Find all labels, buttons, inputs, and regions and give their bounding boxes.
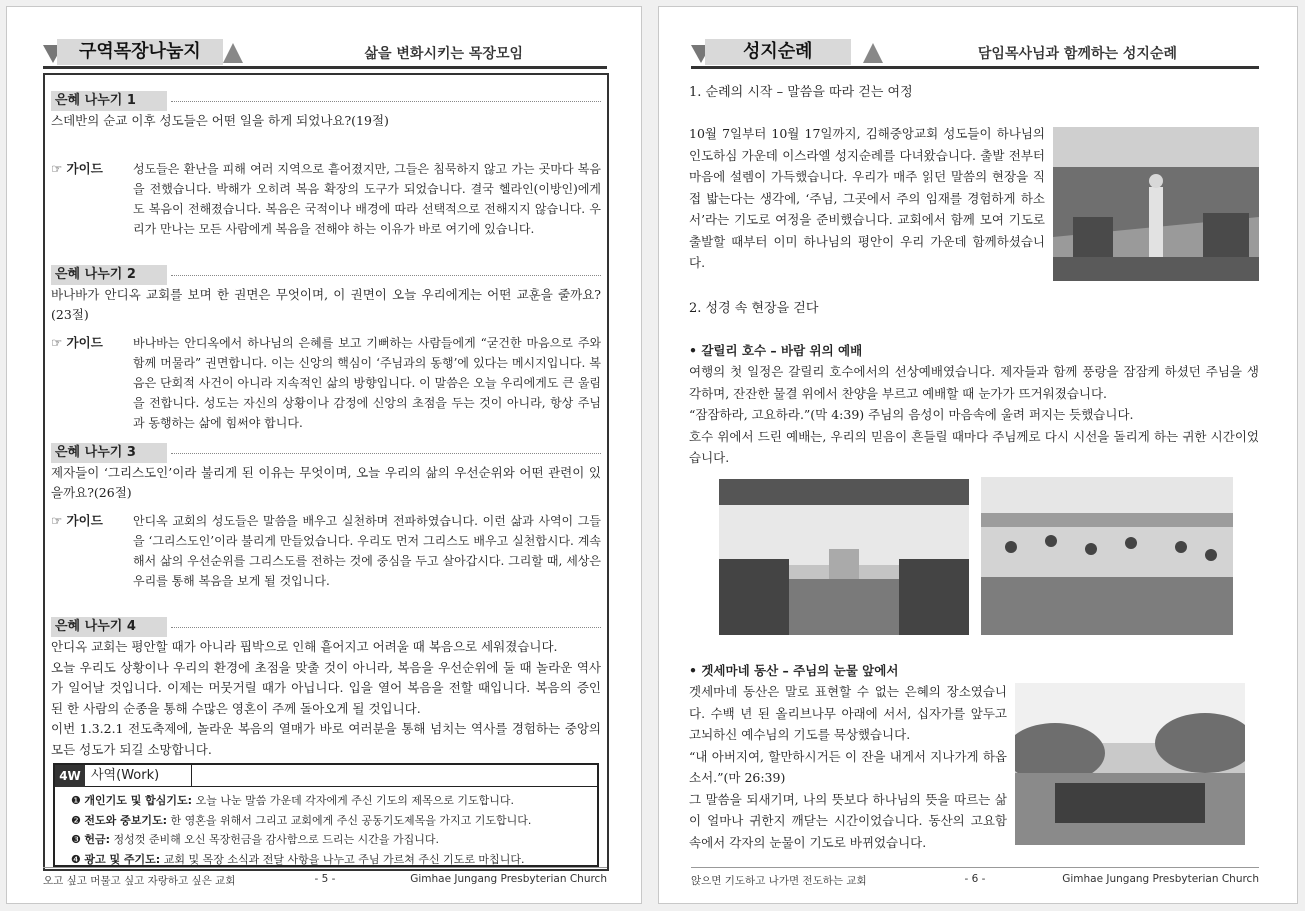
section-1 xyxy=(51,91,601,239)
bus-interior-image xyxy=(1053,127,1259,281)
work-divider xyxy=(191,765,192,786)
guide-label: ☞ 가이드 xyxy=(51,335,103,350)
galilee-text xyxy=(689,361,1259,469)
section-heading: 1. 순례의 시작 – 말씀을 따라 걷는 여정 xyxy=(689,85,913,100)
footer-motto: 앉으면 기도하고 나가면 전도하는 교회 xyxy=(691,875,867,887)
guide-block xyxy=(51,159,601,239)
footer-rule xyxy=(691,867,1259,868)
section-tag: 은혜 나누기 3 xyxy=(51,443,167,463)
header-subtitle: 담임목사님과 함께하는 성지순례 xyxy=(977,46,1177,62)
page-header xyxy=(691,37,1259,71)
page-right xyxy=(658,6,1298,904)
body-paragraph: 이번 1.3.2.1 전도축제에, 놀라운 복음의 열매가 바로 여러분을 통해 넘치는 역사를 경험하는 중앙의 모든 성도가 되길 소망합니다. xyxy=(51,721,601,757)
triangle-up-icon xyxy=(863,43,883,63)
body-paragraph: 오늘 우리도 상황이나 우리의 환경에 초점을 맞출 것이 아니라, 복음을 우선순위에 둘 때 놀라운 역사가 일어날 것입니다. 이제는 머뭇거릴 때가 아닙니다. 입을 열어 복음을 전할 때입니다. 복음의 증인 된 한 사람의 순종을 통해 수많은 영혼이 주께 돌아오게 될 것입니다. xyxy=(51,659,601,716)
bullet-number: ❶ xyxy=(71,794,81,807)
content-frame xyxy=(43,73,609,871)
dotted-divider xyxy=(171,275,601,276)
header-rule xyxy=(691,66,1259,69)
page-number: - 6 - xyxy=(964,873,986,885)
work-item xyxy=(71,791,597,811)
gethsemane-photo xyxy=(1015,683,1245,845)
bus-photo xyxy=(1053,127,1259,281)
footer-rule xyxy=(43,867,607,868)
section-2 xyxy=(51,265,601,433)
body-paragraph: 10월 7일부터 10월 17일까지, 김해중앙교회 성도들이 하나님의 인도하심 가운데 이스라엘 성지순례를 다녀왔습니다. 출발 전부터 마음에 설렘이 가득했습니다. 우리가 매주 읽던 말씀의 현장을 직접 밟는다는 생각에, ‘주님, 그곳에서 주의 임재를 경험하게 하소서’라는 기도로 여정을 준비했습니다. 교회에서 함께 모여 기도로 출발할 때부터 이미 하나님의 평안이 우리 가운데 함께하셨습니다. xyxy=(689,126,1045,270)
bullet-number: ❷ xyxy=(71,813,81,827)
bullet-number: ❹ xyxy=(71,852,81,866)
guide-text: 성도들은 환난을 피해 여러 지역으로 흩어졌지만, 그들은 침묵하지 않고 가는 곳마다 복음을 전했습니다. 박해가 오히려 복음 확장의 도구가 되었습니다. 결국 헬라인(이방인)에게도 복음이 전해졌습니다. 복음은 국적이나 배경에 따라 선택적으로 전해지지 않습니다. 우리가 만나는 모든 사람에게 복음을 전해야 하는 이유가 바로 여기에 있습니다. xyxy=(133,162,601,236)
work-item-text: 오늘 나눈 말씀 가운데 각자에게 주신 기도의 제목으로 기도합니다. xyxy=(192,794,514,807)
section-header xyxy=(51,617,601,637)
work-item xyxy=(71,811,597,831)
body-paragraph: 그 말씀을 되새기며, 나의 뜻보다 하나님의 뜻을 따르는 삶이 얼마나 귀한지 깨닫는 시간이었습니다. 동산의 고요함 속에서 각자의 눈물이 기도로 바뀌었습니다. xyxy=(689,791,1007,850)
section-tag: 은혜 나누기 2 xyxy=(51,265,167,285)
body-paragraph: “내 아버지여, 할만하시거든 이 잔을 내게서 지나가게 하옵소서.”(마 26:39) xyxy=(689,748,1007,785)
boat-photo xyxy=(719,479,969,635)
page-left xyxy=(6,6,642,904)
guide-label: ☞ 가이드 xyxy=(51,513,103,528)
header-rule xyxy=(43,66,607,69)
question-text: 제자들이 ‘그리스도인’이라 불리게 된 이유는 무엇이며, 오늘 우리의 삶의 우선순위와 어떤 관련이 있을까요?(26절) xyxy=(51,465,601,500)
dead-sea-photo xyxy=(981,477,1233,635)
body-paragraph: 여행의 첫 일정은 갈릴리 호수에서의 선상예배였습니다. 제자들과 함께 풍랑을 잠잠케 하셨던 주님을 생각하며, 잔잔한 물결 위에서 찬양을 부르고 예배할 때 눈가가 뜨거워졌습니다. xyxy=(689,364,1259,401)
subsection-title: • 갈릴리 호수 – 바람 위의 예배 xyxy=(689,343,863,358)
work-items xyxy=(55,787,597,869)
header-subtitle: 삶을 변화시키는 목장모임 xyxy=(364,46,523,62)
question-text: 바나바가 안디옥 교회를 보며 한 권면은 무엇이며, 이 권면이 오늘 우리에게는 어떤 교훈을 줄까요?(23절) xyxy=(51,287,601,322)
section-4 xyxy=(51,617,601,760)
header-title: 구역목장나눔지 xyxy=(57,39,223,65)
triangle-up-icon xyxy=(223,43,243,63)
section-tag: 은혜 나누기 4 xyxy=(51,617,167,637)
dotted-divider xyxy=(171,101,601,102)
guide-block xyxy=(51,333,601,433)
work-title: 사역(Work) xyxy=(91,768,160,783)
question-text: 스데반의 순교 이후 성도들은 어떤 일을 하게 되었나요?(19절) xyxy=(51,113,389,128)
work-item-text: 정성껏 준비해 오신 목장헌금을 감사함으로 드리는 시간을 가집니다. xyxy=(110,833,440,846)
dotted-divider xyxy=(171,453,601,454)
section-header xyxy=(51,443,601,463)
group-garden-image xyxy=(1015,683,1245,845)
group-sea-image xyxy=(981,477,1233,635)
body-paragraph: 안디옥 교회는 평안할 때가 아니라 핍박으로 인해 흩어지고 어려울 때 복음으로 세워졌습니다. xyxy=(51,639,558,654)
work-header xyxy=(55,765,597,787)
section-tag: 은혜 나누기 1 xyxy=(51,91,167,111)
footer-church: Gimhae Jungang Presbyterian Church xyxy=(1062,873,1259,885)
work-item-label: 개인기도 및 합심기도: xyxy=(84,794,193,807)
bullet-number: ❸ xyxy=(71,833,81,846)
work-item xyxy=(71,830,597,850)
page-header xyxy=(43,37,607,71)
guide-label: ☞ 가이드 xyxy=(51,161,103,176)
guide-text: 바나바는 안디옥에서 하나님의 은혜를 보고 기뻐하는 사람들에게 “굳건한 마음으로 주와 함께 머물라” 권면합니다. 이는 신앙의 핵심이 ‘주님과의 동행’에 있다는 메시지입니다. 복음은 단회적 사건이 아니라 지속적인 삶의 방향입니다. 이 말씀은 오늘 우리에게도 큰 울림을 전합니다. 성도는 자신의 상황이나 감정에 신앙의 초점을 두는 것이 아니라, 항상 주님과 동행하는 삶에 힘써야 합니다. xyxy=(133,336,601,430)
guide-text: 안디옥 교회의 성도들은 말씀을 배우고 실천하며 전파하였습니다. 이런 삶과 사역이 그들을 ‘그리스도인’이라 불리게 만들었습니다. 우리도 먼저 그리스도 배우고 실천합시다. 계속해서 삶의 우선순위를 그리스도를 전하는 것에 중심을 두고 살아갑시다. 그리할 때, 세상은 우리를 통해 복음을 보게 될 것입니다. xyxy=(133,514,601,588)
subsection-title: • 겟세마네 동산 – 주님의 눈물 앞에서 xyxy=(689,663,899,678)
dotted-divider xyxy=(171,627,601,628)
work-item-label: 광고 및 주기도: xyxy=(84,852,161,866)
page-footer xyxy=(43,873,607,889)
gethsemane-text xyxy=(689,681,1007,853)
header-title: 성지순례 xyxy=(705,39,851,65)
work-badge: 4W xyxy=(55,765,85,787)
guide-block xyxy=(51,511,601,591)
work-box xyxy=(53,763,599,867)
body-paragraph: 호수 위에서 드린 예배는, 우리의 믿음이 흔들릴 때마다 주님께로 다시 시선을 돌리게 하는 귀한 시간이었습니다. xyxy=(689,428,1259,465)
work-item-text: 한 영혼을 위해서 그리고 교회에게 주신 공동기도제목을 가지고 기도합니다. xyxy=(167,813,532,827)
boat-worship-image xyxy=(719,479,969,635)
work-item-label: 전도와 중보기도: xyxy=(84,813,167,827)
page-number: - 5 - xyxy=(314,873,336,885)
section-heading: 2. 성경 속 현장을 걷다 xyxy=(689,301,819,316)
footer-church: Gimhae Jungang Presbyterian Church xyxy=(410,873,607,885)
work-item-text: 교회 및 목장 소식과 전달 사항을 나누고 주님 가르쳐 주신 기도로 마칩니다. xyxy=(160,852,525,866)
section-header xyxy=(51,265,601,285)
section-3 xyxy=(51,443,601,591)
body-paragraph: “잠잠하라, 고요하라.”(막 4:39) 주님의 음성이 마음속에 울려 퍼지는 듯했습니다. xyxy=(689,407,1134,422)
body-paragraph: 겟세마네 동산은 말로 표현할 수 없는 은혜의 장소였습니다. 수백 년 된 올리브나무 아래에 서서, 십자가를 앞두고 고뇌하신 예수님의 기도를 묵상했습니다. xyxy=(689,684,1007,742)
work-item-label: 헌금: xyxy=(84,833,111,846)
page-footer xyxy=(691,873,1259,889)
section-header xyxy=(51,91,601,111)
footer-motto: 오고 싶고 머물고 싶고 자랑하고 싶은 교회 xyxy=(43,875,236,887)
